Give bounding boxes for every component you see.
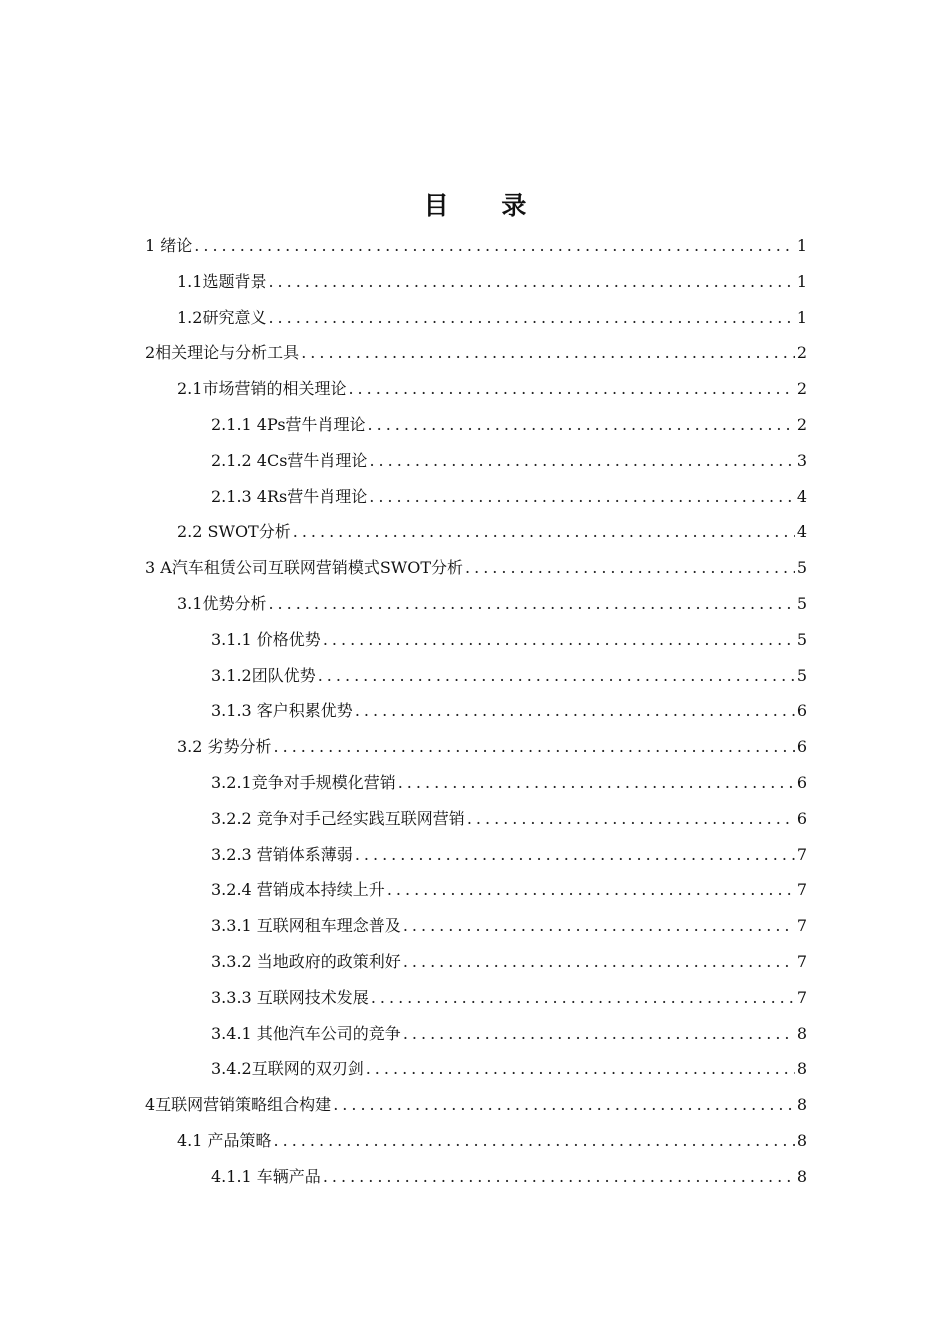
toc-entry-label: 2相关理论与分析工具: [145, 343, 300, 363]
toc-entry-label: 2.1.1 4Ps营牛肖理论: [211, 414, 366, 434]
toc-entry[interactable]: [145, 658, 807, 694]
toc-entry[interactable]: [145, 443, 807, 479]
toc-entry-page: 5: [796, 558, 807, 578]
toc-entry-label: 3.4.2互联网的双刃剑: [211, 1059, 364, 1079]
toc-leader-dots: [355, 837, 795, 873]
toc-entry[interactable]: [145, 1051, 807, 1087]
toc-entry-label: 4.1 产品策略: [177, 1130, 272, 1150]
toc-entry-label: 4互联网营销策略组合构建: [145, 1095, 332, 1115]
toc-entry-label: 2.2 SWOT分析: [177, 522, 291, 542]
toc-entry-label: 3 A汽车租赁公司互联网营销模式SWOT分析: [145, 558, 464, 578]
toc-leader-dots: [403, 908, 795, 944]
toc-entry-label: 3.3.2 当地政府的政策利好: [211, 951, 401, 971]
toc-entry-label: 3.3.1 互联网租车理念普及: [211, 916, 401, 936]
toc-entry[interactable]: [145, 944, 807, 980]
toc-entry[interactable]: [145, 801, 807, 837]
toc-entry-page: 5: [796, 593, 807, 613]
toc-leader-dots: [348, 371, 794, 407]
toc-entry-page: 1: [796, 271, 807, 291]
toc-entry[interactable]: [145, 514, 807, 550]
toc-entry-page: 6: [796, 808, 807, 828]
toc-entry[interactable]: [145, 1159, 807, 1195]
toc-entry[interactable]: [145, 371, 807, 407]
toc-entry-page: 2: [796, 414, 807, 434]
toc-entry-label: 1.2研究意义: [177, 307, 267, 327]
toc-leader-dots: [467, 801, 795, 837]
toc-entry-label: 2.1.3 4Rs营牛肖理论: [211, 486, 368, 506]
toc-entry-page: 7: [796, 844, 807, 864]
toc-entry-label: 1 绪论: [145, 236, 193, 255]
toc-leader-dots: [323, 622, 795, 658]
toc-entry-page: 3: [796, 450, 807, 470]
toc-leader-dots: [387, 872, 795, 908]
toc-entry-label: 3.2 劣势分析: [177, 737, 272, 757]
toc-entry[interactable]: [145, 980, 807, 1016]
toc-leader-dots: [323, 1159, 795, 1195]
table-of-contents: [145, 228, 807, 1195]
toc-entry-page: 8: [796, 1023, 807, 1043]
toc-entry[interactable]: [145, 550, 807, 586]
toc-entry-label: 3.2.4 营销成本持续上升: [211, 880, 385, 900]
toc-entry-label: 2.1.2 4Cs营牛肖理论: [211, 450, 368, 470]
toc-entry-page: 6: [796, 701, 807, 721]
toc-entry-page: 4: [796, 522, 807, 542]
toc-entry[interactable]: [145, 1016, 807, 1052]
toc-leader-dots: [403, 944, 795, 980]
toc-entry[interactable]: [145, 264, 807, 300]
toc-leader-dots: [369, 443, 794, 479]
toc-leader-dots: [318, 658, 795, 694]
toc-leader-dots: [268, 264, 794, 300]
toc-leader-dots: [268, 300, 794, 336]
toc-entry[interactable]: [145, 479, 807, 515]
toc-entry-label: 3.1.1 价格优势: [211, 629, 321, 649]
toc-entry[interactable]: [145, 837, 807, 873]
toc-leader-dots: [366, 1051, 795, 1087]
toc-entry-label: 3.3.3 互联网技术发展: [211, 987, 369, 1007]
toc-entry[interactable]: [145, 335, 807, 371]
toc-entry-label: 3.1.3 客户积累优势: [211, 701, 353, 721]
toc-entry-label: 2.1市场营销的相关理论: [177, 379, 347, 399]
toc-entry-label: 3.2.1竞争对手规模化营销: [211, 772, 396, 792]
toc-entry[interactable]: [145, 300, 807, 336]
toc-entry[interactable]: [145, 407, 807, 443]
toc-leader-dots: [355, 693, 795, 729]
toc-entry[interactable]: [145, 1087, 807, 1123]
toc-entry-label: 1.1选题背景: [177, 271, 267, 291]
toc-entry[interactable]: [145, 872, 807, 908]
toc-entry-label: 3.1.2团队优势: [211, 665, 316, 685]
toc-entry-label: 3.2.2 竞争对手己经实践互联网营销: [211, 808, 465, 828]
toc-entry-page: 8: [796, 1166, 807, 1186]
toc-entry[interactable]: [145, 908, 807, 944]
toc-entry-label: 3.2.3 营销体系薄弱: [211, 844, 353, 864]
toc-entry-label: 3.1优势分析: [177, 593, 267, 613]
toc-leader-dots: [268, 586, 794, 622]
toc-leader-dots: [274, 729, 795, 765]
toc-leader-dots: [403, 1016, 795, 1052]
toc-entry-page: 8: [796, 1059, 807, 1079]
toc-leader-dots: [465, 550, 795, 586]
toc-entry-page: 7: [796, 987, 807, 1007]
toc-entry-label: 4.1.1 车辆产品: [211, 1166, 321, 1186]
toc-leader-dots: [371, 980, 795, 1016]
toc-entry-page: 4: [796, 486, 807, 506]
toc-entry[interactable]: [145, 729, 807, 765]
toc-entry-page: 2: [796, 379, 807, 399]
toc-leader-dots: [274, 1123, 795, 1159]
toc-entry[interactable]: [145, 1123, 807, 1159]
toc-entry-page: 6: [796, 772, 807, 792]
toc-entry-page: 8: [796, 1130, 807, 1150]
toc-entry[interactable]: [145, 586, 807, 622]
toc-entry[interactable]: [145, 622, 807, 658]
toc-entry[interactable]: [145, 765, 807, 801]
toc-entry-page: 8: [796, 1095, 807, 1115]
toc-leader-dots: [301, 335, 795, 371]
toc-leader-dots: [398, 765, 795, 801]
page-title: 目 录: [423, 191, 549, 220]
toc-entry-page: 7: [796, 916, 807, 936]
toc-leader-dots: [368, 407, 795, 443]
toc-entry-label: 3.4.1 其他汽车公司的竞争: [211, 1023, 401, 1043]
toc-entry-page: 7: [796, 951, 807, 971]
toc-leader-dots: [293, 514, 795, 550]
toc-entry[interactable]: [145, 693, 807, 729]
toc-entry-page: 7: [796, 880, 807, 900]
toc-entry-page: 2: [796, 343, 807, 363]
toc-leader-dots: [194, 228, 795, 264]
toc-entry-page: 5: [796, 665, 807, 685]
toc-entry[interactable]: [145, 228, 807, 264]
toc-leader-dots: [369, 479, 795, 515]
toc-entry-page: 6: [796, 737, 807, 757]
toc-entry-page: 1: [796, 307, 807, 327]
toc-entry-page: 1: [796, 236, 807, 255]
toc-leader-dots: [333, 1087, 795, 1123]
toc-entry-page: 5: [796, 629, 807, 649]
